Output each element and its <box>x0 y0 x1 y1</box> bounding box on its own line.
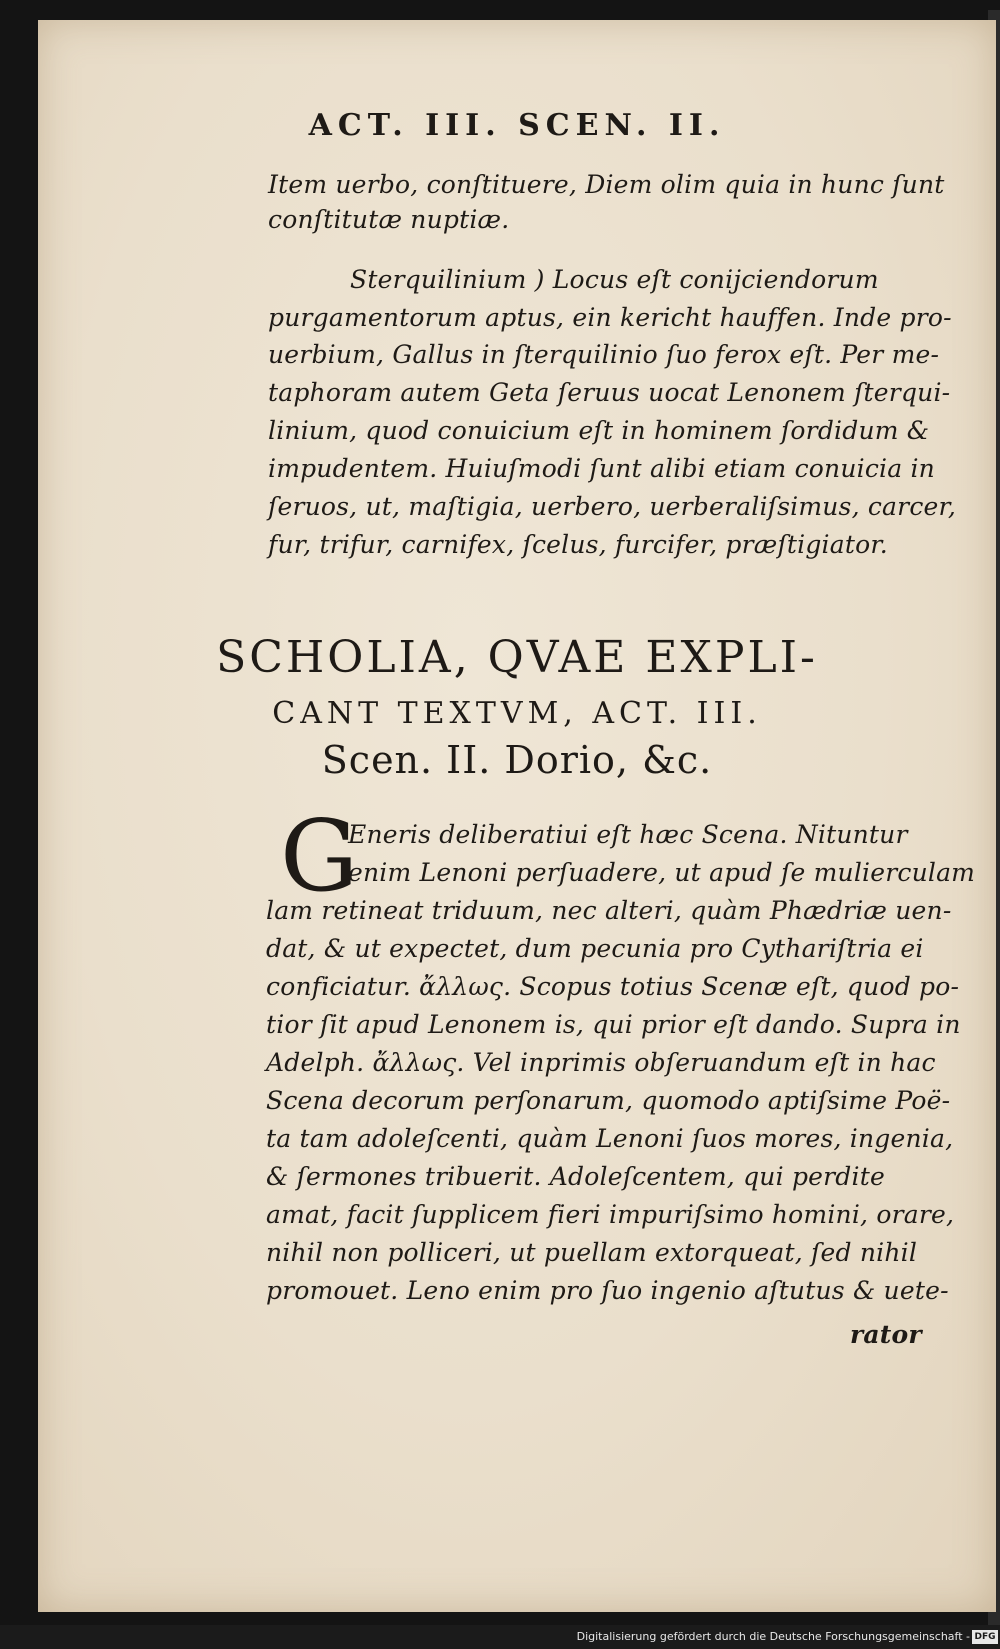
text-line: linium, quod conuicium eſt in hominem ſordidum & <box>268 416 930 445</box>
text-line: impudentem. Huiuſmodi ſunt alibi etiam conuicia in <box>268 454 935 483</box>
text-line: dat, & ut expectet, dum pecunia pro Cythariſtria ei <box>266 934 924 963</box>
text-line: tior ſit apud Lenonem is, qui prior eſt dando. Supra in <box>266 1010 961 1039</box>
catchword: rator <box>850 1320 922 1349</box>
text-line: Sterquilinium ) Locus eſt conijciendorum <box>350 265 879 294</box>
text-line: promouet. Leno enim pro ſuo ingenio aſtutus & uete- <box>266 1276 949 1305</box>
text-line: purgamentorum aptus, ein kericht hauffen. Inde pro- <box>268 303 952 332</box>
text-line: Scena decorum perſonarum, quomodo aptiſsime Poë- <box>266 1086 951 1115</box>
text-line: Item uerbo, conſtituere, Diem olim quia in hunc ſunt <box>268 170 945 199</box>
text-line: amat, facit ſupplicem fieri impuriſsimo homini, orare, <box>266 1200 955 1229</box>
running-head: ACT. III. SCEN. II. <box>308 108 726 143</box>
digitization-credit: Digitalisierung gefördert durch die Deutsche Forschungsgemeinschaft - <box>576 1630 970 1643</box>
section-heading: SCHOLIA, QVAE EXPLI- <box>216 632 818 683</box>
text-line: enim Lenoni perſuadere, ut apud ſe mulierculam <box>348 858 976 887</box>
text-line: ta tam adoleſcenti, quàm Lenoni ſuos mores, ingenia, <box>266 1124 954 1153</box>
section-heading: CANT TEXTVM, ACT. III. <box>272 696 762 731</box>
text-line: Adelph. ἄλλως. Vel inprimis obſeruandum eſt in hac <box>266 1048 936 1077</box>
text-line: conficiatur. ἄλλως. Scopus totius Scenæ eſt, quod po- <box>266 972 960 1001</box>
text-line: fur, trifur, carnifex, ſcelus, furcifer, præſtigiator. <box>268 530 888 559</box>
text-line: & ſermones tribuerit. Adoleſcentem, qui perdite <box>266 1162 885 1191</box>
dfg-logo: DFG <box>972 1630 998 1644</box>
text-line: taphoram autem Geta ſeruus uocat Lenonem ſterqui- <box>268 378 951 407</box>
text-line: lam retineat triduum, nec alteri, quàm Phædriæ uen- <box>266 896 952 925</box>
drop-initial: G <box>280 800 359 914</box>
text-line: uerbium, Gallus in ſterquilinio ſuo ferox eſt. Per me- <box>268 340 940 369</box>
text-line: conſtitutæ nuptiæ. <box>268 205 510 234</box>
book-page <box>38 20 996 1612</box>
text-line: nihil non polliceri, ut puellam extorqueat, ſed nihil <box>266 1238 918 1267</box>
section-heading: Scen. II. Dorio, &c. <box>321 738 713 782</box>
text-line: ſeruos, ut, maſtigia, uerbero, uerberaliſsimus, carcer, <box>268 492 957 521</box>
text-line: Eneris deliberatiui eſt hæc Scena. Nituntur <box>348 820 908 849</box>
